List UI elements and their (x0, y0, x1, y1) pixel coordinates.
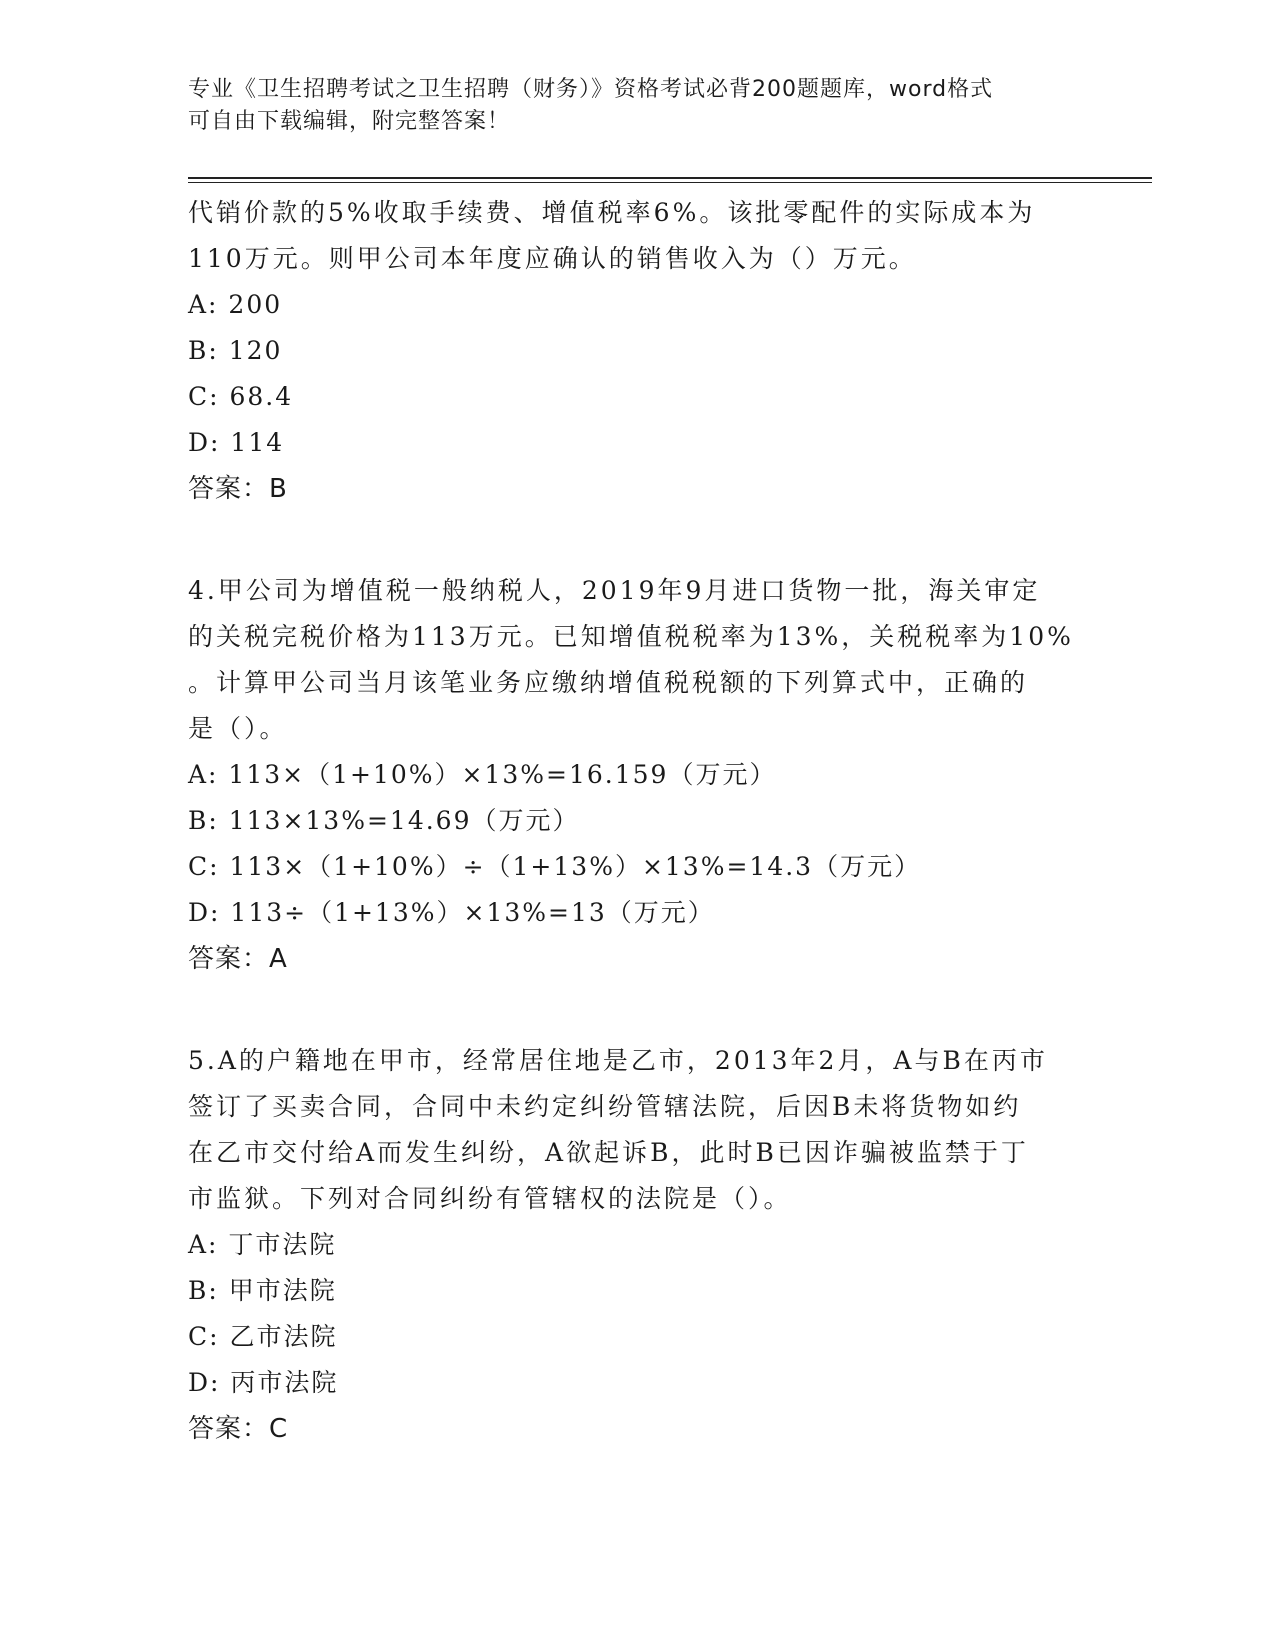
option-d: D: 113÷（1+13%）×13%=13（万元） (188, 898, 715, 927)
header-rule-thin (188, 182, 1152, 183)
question-stem-line: 市监狱。下列对合同纠纷有管辖权的法院是（）。 (188, 1184, 792, 1213)
question-stem-line: 的关税完税价格为113万元。已知增值税税率为13%，关税税率为10% (188, 622, 1074, 651)
question-stem-line: 。计算甲公司当月该笔业务应缴纳增值税税额的下列算式中，正确的 (188, 668, 1029, 697)
page-header (188, 74, 1088, 138)
question-5 (188, 1038, 1088, 1452)
option-a: A: 200 (188, 290, 283, 319)
option-c: C: 113×（1+10%）÷（1+13%）×13%=14.3（万元） (188, 852, 922, 881)
option-c: C: 68.4 (188, 382, 294, 411)
header-title-line: 可自由下载编辑，附完整答案！ (188, 109, 511, 134)
answer-label: 答案：A (188, 944, 288, 974)
question-stem-line: 4.甲公司为增值税一般纳税人，2019年9月进口货物一批，海关审定 (188, 576, 1041, 605)
header-title-line: 专业《卫生招聘考试之卫生招聘（财务）》资格考试必背200题题库，word格式 (188, 77, 994, 102)
option-a: A: 丁市法院 (188, 1230, 337, 1259)
question-stem-line: 签订了买卖合同，合同中未约定纠纷管辖法院，后因B未将货物如约 (188, 1092, 1022, 1121)
question-4 (188, 568, 1088, 982)
answer-label: 答案：B (188, 474, 288, 504)
option-b: B: 甲市法院 (188, 1276, 337, 1305)
question-stem-line: 代销价款的5%收取手续费、增值税率6%。该批零配件的实际成本为 (188, 198, 1036, 227)
option-c: C: 乙市法院 (188, 1322, 338, 1351)
option-d: D: 114 (188, 428, 285, 457)
header-rule-thick (188, 177, 1152, 179)
option-a: A: 113×（1+10%）×13%=16.159（万元） (188, 760, 777, 789)
question-stem-line: 110万元。则甲公司本年度应确认的销售收入为（）万元。 (188, 244, 917, 273)
question-3 (188, 190, 1088, 512)
option-d: D: 丙市法院 (188, 1368, 339, 1397)
option-b: B: 113×13%=14.69（万元） (188, 806, 580, 835)
answer-label: 答案：C (188, 1414, 289, 1444)
question-stem-line: 是（）。 (188, 714, 288, 743)
question-list (188, 190, 1088, 1452)
option-b: B: 120 (188, 336, 283, 365)
question-stem-line: 在乙市交付给A而发生纠纷，A欲起诉B，此时B已因诈骗被监禁于丁 (188, 1138, 1029, 1167)
question-stem-line: 5.A的户籍地在甲市，经常居住地是乙市，2013年2月，A与B在丙市 (188, 1046, 1048, 1075)
